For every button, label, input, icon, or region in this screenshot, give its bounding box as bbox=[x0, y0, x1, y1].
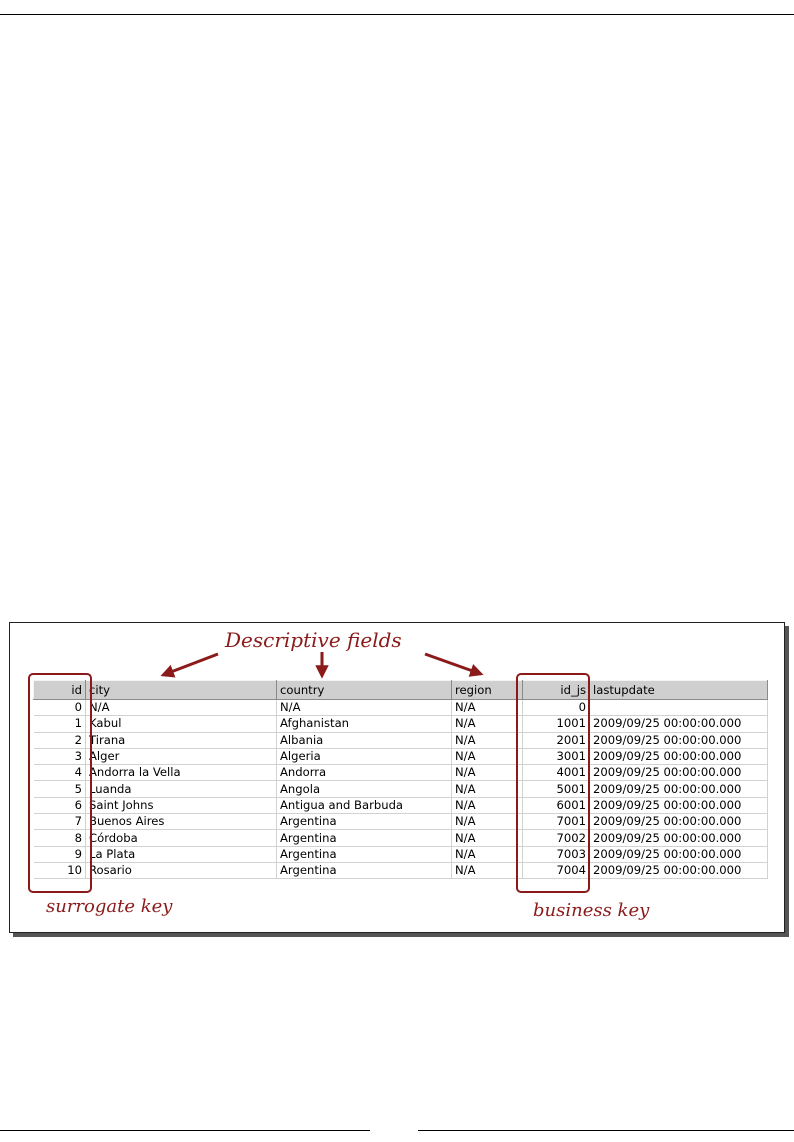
cell-country: Afghanistan bbox=[277, 716, 452, 732]
cell-country: Andorra bbox=[277, 765, 452, 781]
table-row[interactable] bbox=[34, 748, 768, 764]
cell-country: N/A bbox=[277, 700, 452, 716]
column-header-lastupdate[interactable]: lastupdate bbox=[590, 681, 768, 700]
cell-city: Tirana bbox=[86, 732, 277, 748]
cell-lastupdate: 2009/09/25 00:00:00.000 bbox=[590, 797, 768, 813]
cell-region: N/A bbox=[452, 797, 523, 813]
footer-rule-left bbox=[0, 1130, 370, 1131]
cell-region: N/A bbox=[452, 732, 523, 748]
cell-id: 8 bbox=[34, 830, 86, 846]
cell-region: N/A bbox=[452, 846, 523, 862]
cell-id-js: 7003 bbox=[523, 846, 590, 862]
table-row[interactable] bbox=[34, 846, 768, 862]
table-row[interactable] bbox=[34, 814, 768, 830]
column-header-city[interactable]: city bbox=[86, 681, 277, 700]
header-rule bbox=[0, 14, 794, 15]
cell-id: 3 bbox=[34, 748, 86, 764]
data-grid bbox=[33, 680, 768, 879]
cell-region: N/A bbox=[452, 765, 523, 781]
table-row[interactable] bbox=[34, 765, 768, 781]
cell-city: La Plata bbox=[86, 846, 277, 862]
cell-id: 10 bbox=[34, 862, 86, 878]
cell-id-js: 7004 bbox=[523, 862, 590, 878]
cell-id: 5 bbox=[34, 781, 86, 797]
cell-country: Antigua and Barbuda bbox=[277, 797, 452, 813]
cell-region: N/A bbox=[452, 830, 523, 846]
cell-lastupdate: 2009/09/25 00:00:00.000 bbox=[590, 846, 768, 862]
cell-country: Algeria bbox=[277, 748, 452, 764]
cell-city: Kabul bbox=[86, 716, 277, 732]
cell-lastupdate: 2009/09/25 00:00:00.000 bbox=[590, 716, 768, 732]
cell-region: N/A bbox=[452, 814, 523, 830]
cell-city: Córdoba bbox=[86, 830, 277, 846]
cell-city: Alger bbox=[86, 748, 277, 764]
cell-lastupdate: 2009/09/25 00:00:00.000 bbox=[590, 781, 768, 797]
cell-country: Albania bbox=[277, 732, 452, 748]
table-row[interactable] bbox=[34, 862, 768, 878]
cell-country: Argentina bbox=[277, 830, 452, 846]
cell-id-js: 5001 bbox=[523, 781, 590, 797]
cell-region: N/A bbox=[452, 748, 523, 764]
descriptive-fields-label: Descriptive fields bbox=[225, 628, 402, 652]
cell-country: Angola bbox=[277, 781, 452, 797]
cell-id-js: 1001 bbox=[523, 716, 590, 732]
cell-country: Argentina bbox=[277, 862, 452, 878]
table-row[interactable] bbox=[34, 781, 768, 797]
cell-city: Rosario bbox=[86, 862, 277, 878]
table-row[interactable] bbox=[34, 732, 768, 748]
cell-lastupdate: 2009/09/25 00:00:00.000 bbox=[590, 748, 768, 764]
business-key-highlight bbox=[516, 673, 590, 893]
cell-id: 0 bbox=[34, 700, 86, 716]
cell-region: N/A bbox=[452, 862, 523, 878]
grid-header-row bbox=[34, 681, 768, 700]
cell-lastupdate: 2009/09/25 00:00:00.000 bbox=[590, 732, 768, 748]
cell-id-js: 6001 bbox=[523, 797, 590, 813]
cell-id: 6 bbox=[34, 797, 86, 813]
cell-country: Argentina bbox=[277, 814, 452, 830]
grid-body bbox=[34, 700, 768, 879]
cell-city: Buenos Aires bbox=[86, 814, 277, 830]
cell-lastupdate: 2009/09/25 00:00:00.000 bbox=[590, 830, 768, 846]
table-row[interactable] bbox=[34, 797, 768, 813]
column-header-id[interactable]: id bbox=[34, 681, 86, 700]
table-row[interactable] bbox=[34, 830, 768, 846]
surrogate-key-label: surrogate key bbox=[46, 896, 173, 917]
column-header-country[interactable]: country bbox=[277, 681, 452, 700]
table-row[interactable] bbox=[34, 700, 768, 716]
cell-region: N/A bbox=[452, 700, 523, 716]
cell-id: 1 bbox=[34, 716, 86, 732]
cell-region: N/A bbox=[452, 716, 523, 732]
cell-id: 7 bbox=[34, 814, 86, 830]
cell-city: Andorra la Vella bbox=[86, 765, 277, 781]
cell-id: 2 bbox=[34, 732, 86, 748]
surrogate-key-highlight bbox=[28, 673, 92, 893]
cell-id-js: 3001 bbox=[523, 748, 590, 764]
cell-country: Argentina bbox=[277, 846, 452, 862]
cell-id-js: 4001 bbox=[523, 765, 590, 781]
cell-id-js: 7001 bbox=[523, 814, 590, 830]
table-row[interactable] bbox=[34, 716, 768, 732]
cell-id-js: 7002 bbox=[523, 830, 590, 846]
business-key-label: business key bbox=[533, 900, 650, 921]
cell-lastupdate: 2009/09/25 00:00:00.000 bbox=[590, 814, 768, 830]
cell-region: N/A bbox=[452, 781, 523, 797]
cell-id: 4 bbox=[34, 765, 86, 781]
column-header-region[interactable]: region bbox=[452, 681, 523, 700]
cell-lastupdate bbox=[590, 700, 768, 716]
cell-city: Saint Johns bbox=[86, 797, 277, 813]
cell-id: 9 bbox=[34, 846, 86, 862]
cell-id-js: 0 bbox=[523, 700, 590, 716]
footer-rule-right bbox=[418, 1130, 794, 1131]
cell-city: Luanda bbox=[86, 781, 277, 797]
column-header-id-js[interactable]: id_js bbox=[523, 681, 590, 700]
cell-id-js: 2001 bbox=[523, 732, 590, 748]
cell-city: N/A bbox=[86, 700, 277, 716]
cell-lastupdate: 2009/09/25 00:00:00.000 bbox=[590, 862, 768, 878]
cell-lastupdate: 2009/09/25 00:00:00.000 bbox=[590, 765, 768, 781]
